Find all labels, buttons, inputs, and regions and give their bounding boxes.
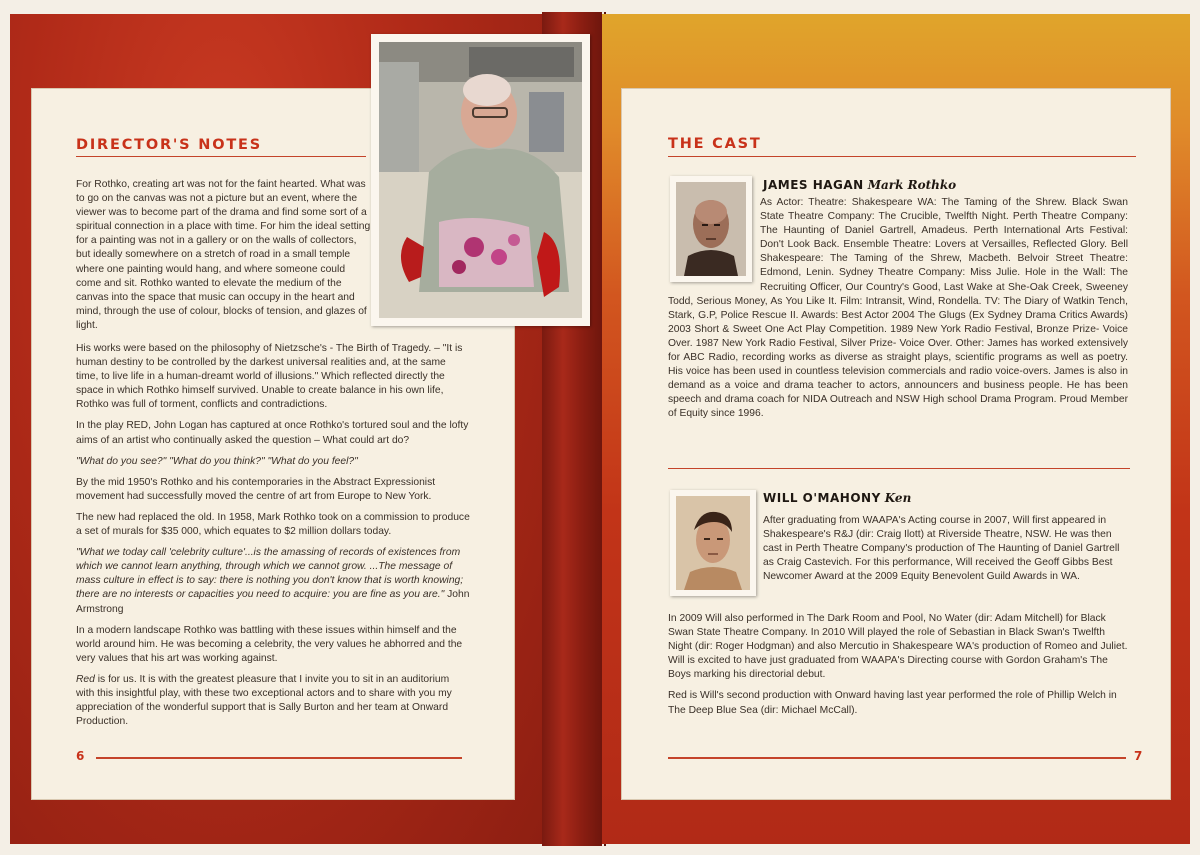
closing-paragraph (76, 673, 470, 729)
page-number-left: 6 (76, 749, 85, 763)
paragraph: By the mid 1950's Rothko and his contemporaries in the Abstract Expressionist movement had successfully moved the centre of art from Europe to New York. (76, 476, 436, 502)
bio-paragraph: In 2009 Will also performed in The Dark Room and Pool, No Water (dir: Adam Mitchell) for Black Swan State Theatre Company. In 2010 Will played the role of Sebastian in Black Swan's Twelfth Night (dir: Roger Hodgman) and also Mercutio in Shakespeare WA's production of Romeo and Juliet. Will is excited to have just graduated from WAAPA's Directing course with Gordon Graham's The Boys marking his directorial debut. (668, 613, 1128, 681)
cast-member-2-name (763, 491, 911, 505)
will-omahony-bio-intro (763, 514, 1131, 591)
rothko-photo-frame (371, 34, 590, 326)
the-cast-heading: THE CAST (668, 136, 762, 152)
directors-notes-intro (76, 178, 371, 340)
rothko-actor-photo (379, 42, 582, 318)
quote-author: John Armstrong (76, 589, 470, 615)
character-role: Ken (884, 491, 912, 505)
paragraph: The new had replaced the old. In 1958, Mark Rothko took on a commission to produce a set of murals for $35 000, which equates to $2 million dollars today. (76, 511, 470, 538)
cast-divider (668, 468, 1130, 469)
will-omahony-bio-body (668, 612, 1130, 725)
photo-wrap-spacer (668, 196, 760, 292)
actor-name: WILL O'MAHONY (763, 491, 881, 505)
directors-notes-heading: DIRECTOR'S NOTES (76, 137, 262, 153)
paragraph: In the play RED, John Logan has captured at once Rothko's tortured soul and the lofty aims of an artist who continually asked the question – What could art do? (76, 420, 469, 446)
quote-armstrong (76, 546, 470, 616)
bio-paragraph: Red is Will's second production with Onward having last year performed the role of Phillip Welch in The Deep Blue Sea (dir: Michael McCall). (668, 690, 1117, 716)
paragraph: For Rothko, creating art was not for the faint hearted. What was to go on the canvas was not a picture but an event, where the viewer was to become part of the drama and find some sort of a spiritual connection in a place with time. For him the ideal setting for a painting was not in a gallery or on the walls of collectors, but ideally somewhere on a stretch of road in a small temple where one painting would hang, and where someone could come and sit. Rothko wanted to elevate the medium of the canvas into the space that music can occupy in the heart and mind, through the use of colour, blocks of tension, and glazes of light. (76, 179, 371, 331)
james-hagan-bio (668, 196, 1128, 429)
cast-member-1-name (763, 178, 956, 192)
bio-text: As Actor: Theatre: Shakespeare WA: The Taming of the Shrew. Black Swan State Theatre Company: The Crucible, Twelfth Night. Perth Theatre Company: The Haunting of Daniel Gartrell, Amadeus. Perth International Arts Festival: Don't Look Back. Ensemble Theatre: Lovers at Versailles, Reflected Glory. Bell Shakespeare: The Taming of the Shrew, Macbeth. Belvoir Street Theatre: Edmond, Lenin. Sydney Theatre Company: Miss Julie. Hole in the Wall: The Recruiting Officer, Our Country's Good, Last Wake at She-Oak Creek, Sweeney Todd, Serious Money, As You Like It. Film: Intransit, Wind, Rondella. TV: The Diary of Watkin Tench, Stark, G.P, Police Rescue II. Awards: Best Actor 2004 The Glugs (Ex Sydney Drama Critics Awards) 2003 Short & Sweet One Act Play Competition. 1989 New York Radio Festival, Bronze Prize- Voice Over. 1987 New York Radio Festival, Silver Prize- Voice Over. Other: James has worked extensively for ABC Radio, recording works as diverse as straight plays, scientific programs as well as poetry. His voice has been used in countless television commercials and radio voice-overs. James is also in demand as a voice and drama teacher to actors, announcers and business people. He has been speech and drama coach for NIDA Outreach and NSW High school Drama Program. Proud Member of Equity since 1996. (668, 197, 1128, 420)
bio-paragraph: After graduating from WAAPA's Acting course in 2007, Will first appeared in Shakespeare's R&J (dir: Craig Ilott) at Riverside Theatre, NSW. He was then cast in Perth Theatre Company's production of The Haunting of Daniel Gartrell as Craig Castevich. For this performance, Will received the Geoff Gibbs Best Newcomer Award at the 2009 Equity Benevolent Guild Awards in WA. (763, 515, 1120, 583)
footer-rule-left (96, 757, 462, 759)
heading-rule (668, 156, 1136, 157)
page-number-right: 7 (1134, 749, 1143, 763)
actor-name: JAMES HAGAN (763, 178, 864, 192)
paragraph: His works were based on the philosophy of Nietzsche's - The Birth of Tragedy. – "It is human destiny to be controlled by the darkest universal realities and, at the same time, to live life in a human-dreamt world of illusions." Which reflected directly the space in which Rothko himself survived. Unable to create balance in his own life, Rothko was full of torment, conflicts and contradictions. (76, 343, 463, 411)
character-role: Mark Rothko (867, 178, 957, 192)
heading-rule (76, 156, 366, 157)
paragraph: In a modern landscape Rothko was battling with these issues within himself and the world around him. He was becoming a celebrity, the very values he abhorred and the very values that his art was working against. (76, 624, 463, 664)
play-title: Red (76, 673, 95, 685)
quote-questions: "What do you see?" "What do you think?" "What do you feel?" (76, 455, 358, 467)
quote-text: "What we today call 'celebrity culture'...is the amassing of records of existences from which we cannot learn anything, through which we cannot grow. ...The message of mass culture in effect is to say: there is nothing you don't know that is worth knowing; there are no interests or capacities you need to acquire: you are fine as you are." (76, 547, 464, 601)
closing-text: is for us. It is with the greatest pleasure that I invite you to sit in an auditorium with this insightful play, with these two exceptional actors and to share with you my appreciation of the wonderful support that is Sally Burton and her team at Onward Production. (76, 673, 452, 728)
will-omahony-headshot (676, 496, 750, 590)
directors-notes-body (76, 342, 470, 736)
footer-rule-right (668, 757, 1126, 759)
will-omahony-photo-frame (670, 490, 756, 596)
